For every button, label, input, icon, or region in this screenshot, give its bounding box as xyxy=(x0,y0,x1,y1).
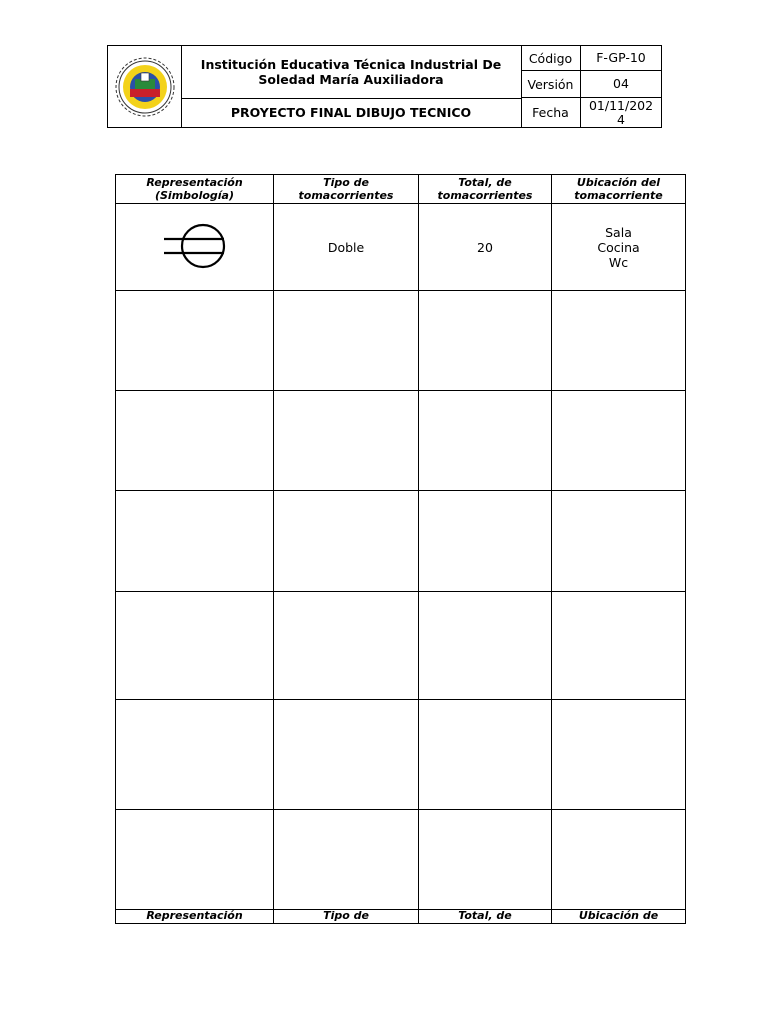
footer-representacion: Representación xyxy=(116,910,274,924)
empty-cell xyxy=(419,810,552,910)
empty-cell xyxy=(552,700,686,810)
empty-cell xyxy=(116,700,274,810)
col-header-tipo: Tipo de tomacorrientes xyxy=(274,175,419,204)
empty-cell xyxy=(552,810,686,910)
empty-cell xyxy=(116,391,274,491)
fecha-text: 01/11/2024 xyxy=(588,97,654,127)
tipo-cell: Doble xyxy=(274,204,419,291)
table-row xyxy=(116,592,686,700)
table-footer-row xyxy=(116,910,686,924)
version-label: Versión xyxy=(521,71,581,98)
fecha-value xyxy=(581,98,661,127)
logo-cell xyxy=(108,46,182,127)
institution-name: Institución Educativa Técnica Industrial De Soledad María Auxiliadora xyxy=(181,46,522,99)
footer-tipo: Tipo de xyxy=(274,910,419,924)
empty-cell xyxy=(274,700,419,810)
double-outlet-symbol-icon xyxy=(160,221,230,271)
empty-cell xyxy=(116,810,274,910)
document-header xyxy=(107,45,662,128)
empty-cell xyxy=(116,592,274,700)
empty-cell xyxy=(274,391,419,491)
empty-cell xyxy=(274,810,419,910)
empty-cell xyxy=(419,700,552,810)
empty-cell xyxy=(116,291,274,391)
table-row xyxy=(116,204,686,291)
table-row xyxy=(116,700,686,810)
table-header-row xyxy=(116,175,686,204)
symbol-cell xyxy=(116,204,274,291)
empty-cell xyxy=(274,592,419,700)
empty-cell xyxy=(116,491,274,592)
outlet-table xyxy=(115,174,686,924)
empty-cell xyxy=(274,291,419,391)
empty-cell xyxy=(419,592,552,700)
version-value: 04 xyxy=(581,71,661,98)
codigo-label: Código xyxy=(521,46,581,71)
footer-total: Total, de xyxy=(419,910,552,924)
empty-cell xyxy=(552,291,686,391)
empty-cell xyxy=(419,291,552,391)
total-cell: 20 xyxy=(419,204,552,291)
col-header-ubicacion: Ubicación del tomacorriente xyxy=(552,175,686,204)
col-header-total: Total, de tomacorrientes xyxy=(419,175,552,204)
empty-cell xyxy=(419,391,552,491)
footer-ubicacion: Ubicación de xyxy=(552,910,686,924)
project-title: PROYECTO FINAL DIBUJO TECNICO xyxy=(181,98,522,127)
fecha-label: Fecha xyxy=(521,98,581,127)
table-row xyxy=(116,391,686,491)
school-seal-logo-icon xyxy=(113,55,177,119)
empty-cell xyxy=(552,592,686,700)
ubicacion-cell: Sala Cocina Wc xyxy=(552,204,686,291)
col-header-representacion: Representación (Simbología) xyxy=(116,175,274,204)
empty-cell xyxy=(419,491,552,592)
codigo-value: F-GP-10 xyxy=(581,46,661,71)
empty-cell xyxy=(274,491,419,592)
table-row xyxy=(116,291,686,391)
empty-cell xyxy=(552,491,686,592)
empty-cell xyxy=(552,391,686,491)
table-row xyxy=(116,491,686,592)
table-row xyxy=(116,810,686,910)
